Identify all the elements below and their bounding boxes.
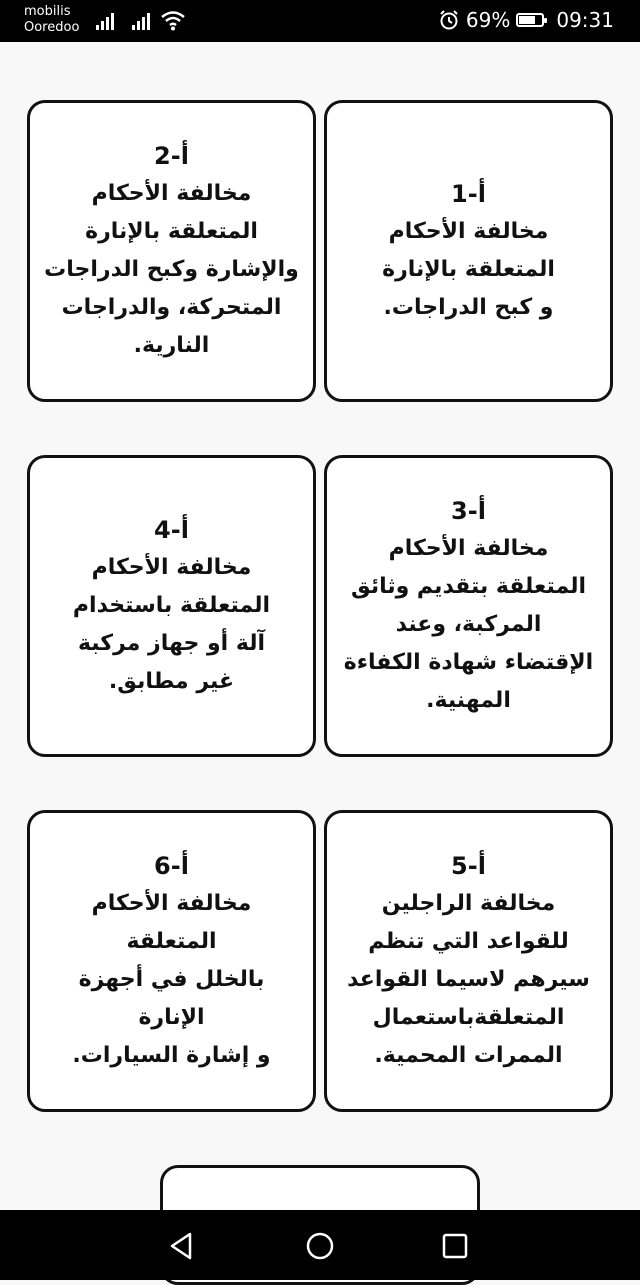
card-2[interactable] bbox=[27, 100, 316, 402]
card-4[interactable] bbox=[27, 455, 316, 757]
clock-time: 09:31 bbox=[556, 8, 614, 32]
alarm-icon bbox=[438, 9, 460, 31]
card-text: مخالفة الأحكام المتعلقة بتقديم وثائق المركبة، وعند الإقتضاء شهادة الكفاءة المهنية. bbox=[343, 536, 594, 713]
battery-fill bbox=[519, 16, 534, 24]
card-number: أ-6 bbox=[154, 852, 189, 880]
battery-icon bbox=[516, 13, 544, 27]
card-text: مخالفة الأحكام المتعلقة بالخلل في أجهزة الإنارة و إشارة السيارات. bbox=[72, 891, 271, 1068]
card-6[interactable] bbox=[27, 810, 316, 1112]
home-icon[interactable] bbox=[302, 1228, 338, 1264]
status-right bbox=[438, 8, 614, 32]
back-icon[interactable] bbox=[164, 1228, 200, 1264]
wifi-icon bbox=[160, 8, 186, 32]
card-text: مخالفة الأحكام المتعلقة بالإنارة والإشارة وكبح الدراجات المتحركة، والدراجات النارية. bbox=[44, 181, 299, 358]
recents-icon[interactable] bbox=[437, 1228, 473, 1264]
card-number: أ-4 bbox=[154, 516, 189, 544]
battery-percent: 69% bbox=[465, 8, 511, 32]
carrier-info bbox=[24, 4, 79, 36]
card-text: مخالفة الراجلين للقواعد التي تنظم سيرهم لاسيما القواعد المتعلقةباستعمال الممرات المحمية. bbox=[347, 891, 590, 1068]
navigation-bar bbox=[0, 1210, 640, 1280]
signal-icon bbox=[96, 12, 114, 30]
card-text: مخالفة الأحكام المتعلقة بالإنارة و كبح الدراجات. bbox=[382, 219, 555, 320]
status-bar bbox=[0, 0, 640, 42]
card-1[interactable] bbox=[324, 100, 613, 402]
signal-icon bbox=[132, 12, 150, 30]
card-3[interactable] bbox=[324, 455, 613, 757]
carrier-name-2: Ooredoo bbox=[24, 20, 80, 35]
card-text: مخالفة الأحكام المتعلقة باستخدام آلة أو جهاز مركبة غير مطابق. bbox=[72, 555, 271, 694]
card-number: أ-3 bbox=[451, 497, 486, 525]
card-number: أ-5 bbox=[451, 852, 486, 880]
card-5[interactable] bbox=[324, 810, 613, 1112]
carrier-name-1: mobilis bbox=[24, 4, 71, 19]
card-number: أ-1 bbox=[451, 180, 486, 208]
card-number: أ-2 bbox=[154, 142, 189, 170]
